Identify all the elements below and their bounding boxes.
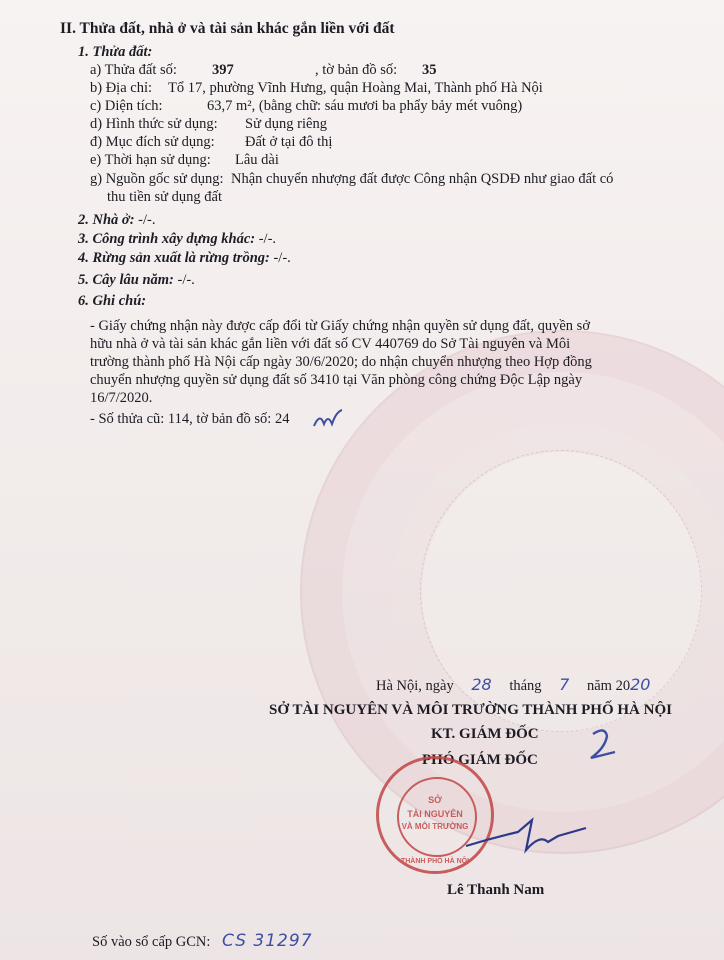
origin-value-line2: thu tiền sử dụng đất	[107, 189, 222, 205]
date-day: 28	[471, 675, 492, 694]
map-number: 35	[422, 62, 437, 78]
forest-row	[78, 250, 291, 267]
house-row	[78, 212, 155, 229]
perennial-value: -/-.	[177, 272, 195, 288]
forest-label: 4. Rừng sản xuất là rừng trồng:	[78, 250, 270, 266]
address-row	[90, 80, 543, 97]
date-year-label: năm 20	[586, 678, 631, 694]
area-label: c) Diện tích:	[90, 98, 163, 114]
address-value: Tổ 17, phường Vĩnh Hưng, quận Hoàng Mai, Thành phố Hà Nội	[168, 80, 543, 96]
origin-value-line1: Nhận chuyển nhượng đất được Công nhận QSDĐ như giao đất có	[231, 171, 614, 187]
perennial-label: 5. Cây lâu năm:	[78, 272, 174, 288]
term-row	[90, 152, 279, 169]
area-row	[90, 98, 523, 115]
notes-line-2: hữu nhà ở và tài sản khác gắn liền với đất số CV 440769 do Sở Tài nguyên và Môi	[90, 336, 571, 352]
parcel-label: a) Thửa đất số:	[90, 62, 177, 78]
seal-text-middle: TÀI NGUYÊN	[407, 809, 463, 819]
construction-value: -/-.	[258, 231, 277, 247]
date-line	[376, 676, 650, 695]
term-value: Lâu dài	[235, 152, 279, 168]
parcel-row	[90, 62, 437, 79]
authority-title: PHÓ GIÁM ĐỐC	[422, 752, 538, 768]
date-year: 20	[630, 675, 651, 694]
notes-line-4: chuyển nhượng quyền sử dụng đất số 3410 tại Văn phòng công chứng Độc Lập ngày	[90, 372, 583, 388]
date-month-label: tháng	[509, 678, 542, 694]
registry-row	[92, 933, 313, 951]
origin-label: g) Nguồn gốc sử dụng:	[90, 171, 224, 187]
notes-heading: 6. Ghi chú:	[78, 293, 147, 309]
use-form-label: d) Hình thức sử dụng:	[90, 116, 218, 132]
section-title: II. Thửa đất, nhà ở và tài sản khác gắn liền với đất	[60, 20, 395, 37]
term-label: e) Thời hạn sử dụng:	[90, 152, 211, 168]
map-label: , tờ bản đồ số:	[315, 62, 398, 78]
notes-line-1: - Giấy chứng nhận này được cấp đổi từ Giấy chứng nhận quyền sử dụng đất, quyền sở	[90, 318, 590, 334]
authority-office: SỞ TÀI NGUYÊN VÀ MÔI TRƯỜNG THÀNH PHỐ HÀ NỘI	[269, 702, 672, 718]
construction-row	[78, 231, 276, 248]
date-month: 7	[559, 675, 570, 694]
notes-line-6: - Số thửa cũ: 114, tờ bản đồ số: 24	[90, 411, 290, 427]
registry-label: Số vào sổ cấp GCN:	[92, 934, 211, 950]
perennial-row	[78, 272, 195, 289]
seal-text-rim: THÀNH PHỐ HÀ NỘI	[400, 858, 470, 865]
handwritten-mark-icon	[585, 724, 625, 764]
purpose-label: đ) Mục đích sử dụng:	[90, 134, 215, 150]
handwritten-initial-mark	[312, 408, 346, 432]
forest-value: -/-.	[273, 250, 291, 266]
date-prefix: Hà Nội, ngày	[376, 678, 454, 694]
registry-value: CS 31297	[222, 931, 313, 951]
area-value: 63,7 m², (bằng chữ: sáu mươi ba phẩy bảy mét vuông)	[207, 98, 523, 114]
purpose-value: Đất ở tại đô thị	[245, 134, 333, 150]
land-heading: 1. Thửa đất:	[78, 44, 153, 60]
house-value: -/-.	[138, 212, 156, 228]
notes-line-5: 16/7/2020.	[90, 390, 153, 406]
use-form-row	[90, 116, 327, 133]
seal-text-top: SỞ	[428, 795, 442, 805]
address-label: b) Địa chỉ:	[90, 80, 153, 96]
construction-label: 3. Công trình xây dựng khác:	[78, 231, 256, 247]
authority-on-behalf: KT. GIÁM ĐỐC	[431, 726, 539, 742]
notes-line-3: trường thành phố Hà Nội cấp ngày 30/6/2020; do nhận chuyển nhượng theo Hợp đồng	[90, 354, 592, 370]
seal-text-bottom: VÀ MÔI TRƯỜNG	[401, 822, 469, 831]
parcel-number: 397	[212, 62, 234, 78]
origin-row	[90, 171, 614, 188]
house-label: 2. Nhà ở:	[78, 212, 135, 228]
signer-name: Lê Thanh Nam	[447, 882, 545, 898]
signature-icon	[462, 812, 592, 862]
purpose-row	[90, 134, 333, 151]
use-form-value: Sử dụng riêng	[245, 116, 327, 132]
